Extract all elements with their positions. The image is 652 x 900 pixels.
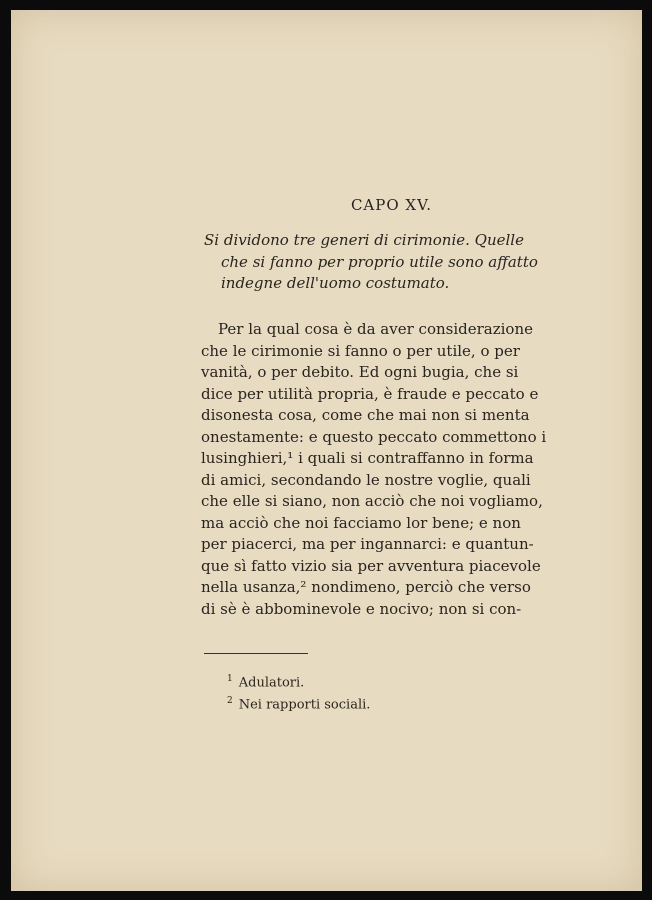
- summary-line: che si fanno per proprio utile sono affatto: [221, 252, 538, 271]
- text-line: que sì fatto vizio sia per avventura piacevole: [201, 556, 541, 575]
- text-line: onestamente: e questo peccato commettono i: [201, 427, 547, 446]
- text-line: che le cirimonie si fanno o per utile, o per: [201, 341, 520, 360]
- footnote-mark: 2: [227, 696, 233, 707]
- footnotes: [227, 670, 370, 715]
- footnote: [227, 670, 370, 692]
- book-page: [11, 10, 642, 891]
- text-line: lusinghieri,¹ i quali si contraffanno in forma: [201, 449, 534, 467]
- text-line: che elle si siano, non acciò che noi vogliamo,: [201, 492, 543, 510]
- body-text: [201, 319, 591, 620]
- footnote-text: Nei rapporti sociali.: [238, 697, 371, 713]
- text-line: disonesta cosa, come che mai non si menta: [201, 406, 530, 424]
- chapter-summary: [204, 230, 594, 295]
- text-line: nella usanza,² nondimeno, perciò che verso: [201, 578, 531, 596]
- text-line: Per la qual cosa è da aver considerazione: [218, 320, 533, 338]
- summary-line: Si dividono tre generi di cirimonie. Quelle: [204, 231, 524, 249]
- text-line: di sè è abbominevole e nocivo; non si con-: [201, 599, 522, 618]
- text-line: per piacerci, ma per ingannarci: e quantun-: [201, 535, 534, 553]
- footnote: [227, 692, 370, 714]
- text-line: dice per utilità propria, è fraude e peccato e: [201, 384, 539, 403]
- footnote-mark: 1: [227, 674, 233, 684]
- chapter-heading: CAPO XV.: [350, 196, 433, 214]
- text-line: ma acciò che noi facciamo lor bene; e non: [201, 513, 521, 532]
- text-line: di amici, secondando le nostre voglie, quali: [201, 470, 531, 489]
- text-line: vanità, o per debito. Ed ogni bugia, che si: [201, 363, 519, 381]
- footnote-divider: [204, 653, 308, 654]
- footnote-text: Adulatori.: [238, 675, 305, 691]
- summary-line: indegne dell'uomo costumato.: [221, 274, 450, 292]
